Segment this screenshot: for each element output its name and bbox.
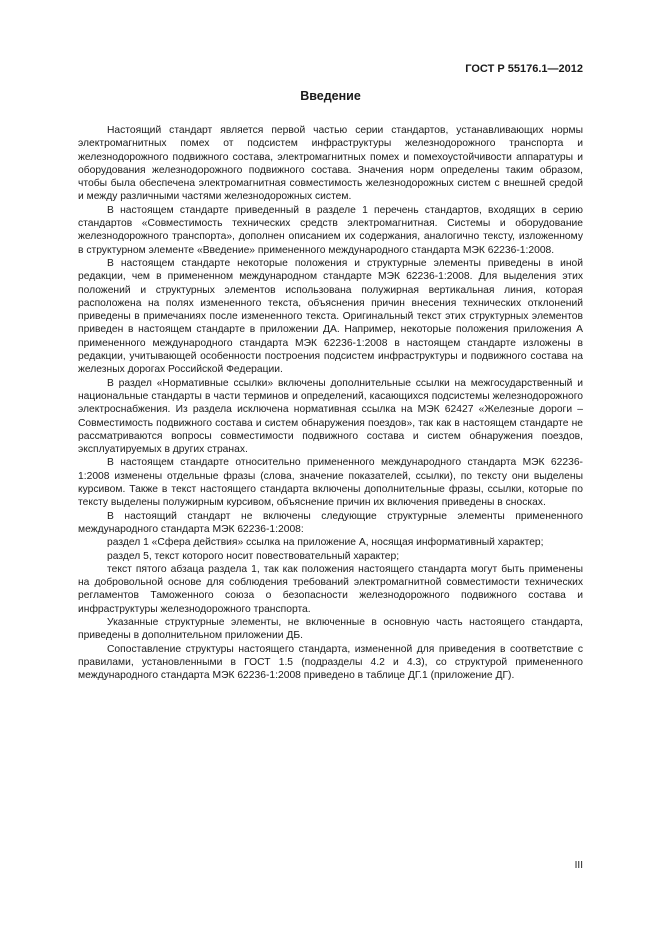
paragraph: В раздел «Нормативные ссылки» включены дополнительные ссылки на межгосударственный и национальные стандарты в части терминов и определений, касающихся подсистемы железнодорожного электроснабжения. Из раздела исключена нормативная ссылка на МЭК 62427 «Железные дороги – Совместимость подвижного состава и систем обнаружения поездов», так как в настоящем стандарте не рассматриваются вопросы совместимости подвижного состава и систем обнаружения поездов, эксплуатируемых в других странах. [78,377,583,456]
paragraph: В настоящем стандарте приведенный в разделе 1 перечень стандартов, входящих в серию стандартов «Совместимость технических средств электромагнитная. Системы и оборудование железнодорожного транспорта», дополнен описанием их содержания, аналогично тексту, изложенному в структурном элементе «Введение» примененного международного стандарта МЭК 62236-1:2008. [78,204,583,256]
section-title: Введение [300,89,361,103]
list-item: текст пятого абзаца раздела 1, так как положения настоящего стандарта могут быть применены на добровольной основе для соблюдения требований электромагнитной совместимости технических регламентов Таможенного союза о безопасности железнодорожного подвижного состава и инфраструктуры железнодорожного транспорта. [78,563,583,615]
paragraph: В настоящий стандарт не включены следующие структурные элементы примененного международного стандарта МЭК 62236-1:2008: [78,510,583,535]
list-item: раздел 5, текст которого носит повествовательный характер; [107,550,400,562]
list-item: раздел 1 «Сфера действия» ссылка на приложение А, носящая информативный характер; [107,537,544,549]
paragraph: Настоящий стандарт является первой частью серии стандартов, устанавливающих нормы электромагнитных помех от подсистем инфраструктуры железнодорожного транспорта и железнодорожного подвижного состава, электромагнитных помех и помехоустойчивости аппаратуры и оборудования железнодорожного подвижного состава. Значения норм определены таким образом, чтобы была обеспечена электромагнитная совместимость железнодорожных систем с внешней средой и между различными частями железнодорожных систем. [78,125,583,203]
paragraph: Сопоставление структуры настоящего стандарта, измененной для приведения в соответствие с правилами, установленными в ГОСТ 1.5 (подразделы 4.2 и 4.3), со структурой примененного международного стандарта МЭК 62236-1:2008 приведено в таблице ДГ.1 (приложение ДГ). [78,643,583,682]
paragraph: В настоящем стандарте относительно примененного международного стандарта МЭК 62236-1:2008 изменены отдельные фразы (слова, значение показателей, ссылки), по тексту они выделены курсивом. Также в текст настоящего стандарта включены дополнительные фразы, ссылки, которые по тексту выделены полужирным курсивом, объяснение причин их включения приведены в сносках. [78,457,583,509]
paragraph: В настоящем стандарте некоторые положения и структурные элементы приведены в иной редакции, чем в примененном международном стандарте МЭК 62236-1:2008. Для выделения этих положений и структурных элементов использована полужирная вертикальная линия, которая расположена на полях измененного текста, объяснения причин внесения технических отклонений приведены в примечаниях после измененного текста. Оригинальный текст этих структурных элементов приведен в настоящем стандарте в приложении ДА. Например, некоторые положения приложения А примененного международного стандарта МЭК 62236-1:2008 в настоящем стандарте изложены в редакции, учитывающей особенности построения подсистем инфраструктуры и подвижного состава на железных дорогах Российской Федерации. [78,257,583,376]
body-text [78,124,583,682]
document-header: ГОСТ Р 55176.1—2012 [465,63,583,75]
paragraph: Указанные структурные элементы, не включенные в основную часть настоящего стандарта, приведены в дополнительном приложении ДБ. [78,616,583,642]
page-number: III [574,860,583,871]
